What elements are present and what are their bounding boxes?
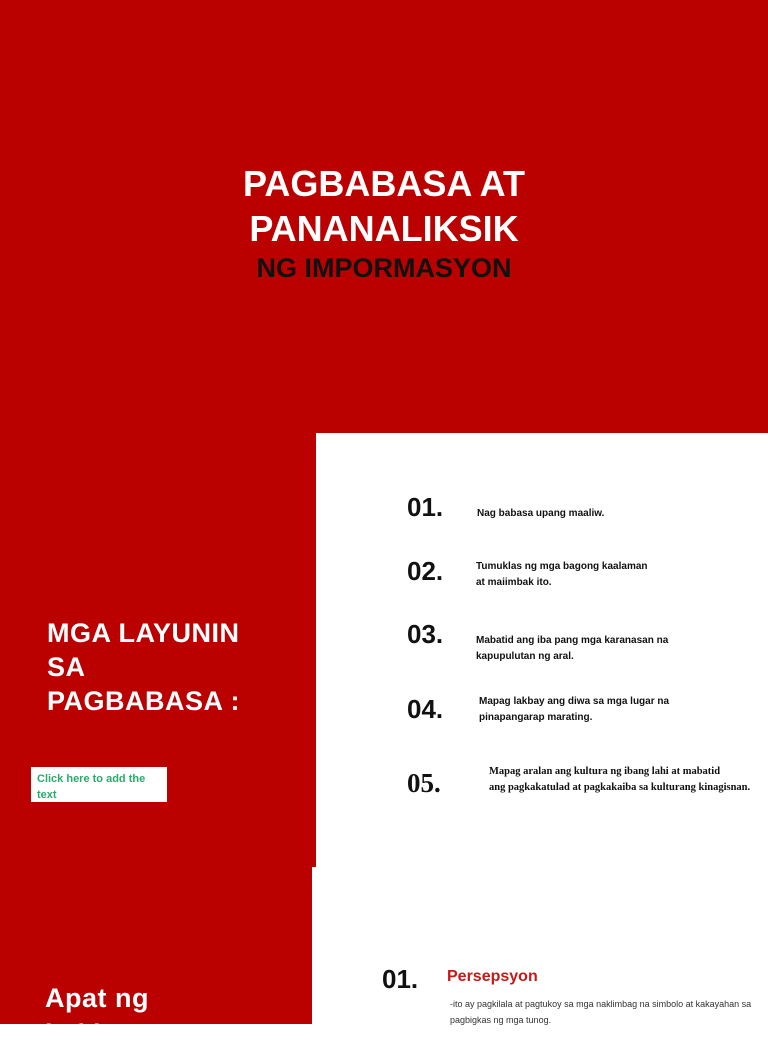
title-slide bbox=[0, 0, 768, 433]
item-number: 02. bbox=[407, 556, 444, 586]
item-text-line: Mapag aralan ang kultura ng ibang lahi at mabatid bbox=[489, 766, 721, 777]
item-text-line: Tumuklas ng mga bagong kaalaman bbox=[476, 561, 648, 572]
item-text-line: Mapag lakbay ang diwa sa mga lugar na bbox=[479, 696, 670, 707]
item-text bbox=[479, 694, 669, 726]
apat-heading bbox=[45, 980, 160, 1052]
layunin-heading-line: SA bbox=[47, 652, 86, 682]
item-number: 01. bbox=[407, 492, 444, 522]
item-text-line: kapupulutan ng aral. bbox=[476, 651, 574, 662]
item-number: 05. bbox=[407, 768, 441, 798]
item-text-line: Nag babasa upang maaliw. bbox=[477, 508, 605, 519]
step-title: Persepsyon bbox=[447, 968, 538, 985]
subtitle: NG IMPORMASYON bbox=[256, 253, 512, 283]
item-text-line: Mabatid ang iba pang mga karanasan na bbox=[476, 635, 669, 646]
item-text-line: at maiimbak ito. bbox=[476, 577, 552, 588]
item-text bbox=[477, 506, 604, 522]
layunin-heading-line: MGA LAYUNIN bbox=[47, 618, 240, 648]
title-line-2: PANANALIKSIK bbox=[249, 208, 519, 249]
item-number: 03. bbox=[407, 619, 444, 649]
apat-heading-line: Apat ng bbox=[45, 983, 149, 1013]
placeholder-line: Click here to add the bbox=[37, 773, 146, 785]
placeholder-line: text bbox=[37, 789, 57, 801]
layunin-heading-line: PAGBABASA : bbox=[47, 686, 240, 716]
title-line-1: PAGBABASA AT bbox=[243, 163, 525, 204]
step-description-line: pagbigkas ng mga tunog. bbox=[450, 1015, 552, 1025]
layunin-heading bbox=[47, 616, 240, 718]
add-text-placeholder[interactable] bbox=[31, 767, 167, 802]
step-number: 01. bbox=[382, 964, 419, 994]
apat-heading-line: hakbang bbox=[45, 1019, 160, 1049]
item-number: 04. bbox=[407, 694, 444, 724]
item-text bbox=[476, 559, 648, 591]
step-description-line: -ito ay pagkilala at pagtukoy sa mga naklimbag na simbolo at kakayahan sa bbox=[450, 999, 752, 1009]
step-description bbox=[450, 996, 760, 1028]
item-text bbox=[489, 764, 750, 796]
item-text-line: ang pagkakatulad at pagkakaiba sa kulturang kinagisnan. bbox=[489, 782, 751, 793]
item-text bbox=[476, 633, 668, 665]
item-text-line: pinapangarap marating. bbox=[479, 712, 593, 723]
